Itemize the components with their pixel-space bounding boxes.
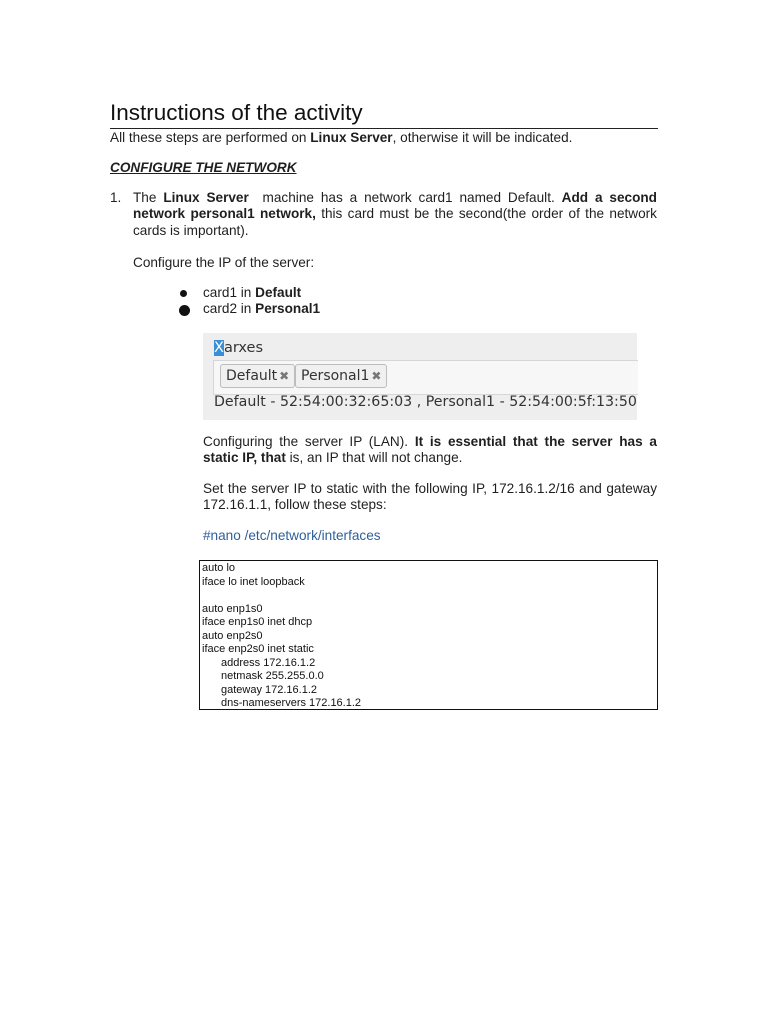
step-number: 1.	[110, 190, 122, 205]
page-title: Instructions of the activity	[110, 99, 658, 129]
list-item: card1 in Default	[180, 285, 320, 301]
code-line: auto lo	[202, 562, 236, 574]
step-1-text: The Linux Server machine has a network card1 named Default. Add a second network personal1 network, this card must be the second(the order of the network cards is important).	[133, 190, 657, 238]
tag-personal1[interactable]: Personal1 ✖	[295, 364, 387, 388]
network-summary: Default - 52:54:00:32:65:03 , Personal1 - 52:54:00:5f:13:50	[214, 394, 637, 410]
intro-paragraph: All these steps are performed on Linux Server, otherwise it will be indicated.	[110, 130, 573, 145]
code-line: iface enp2s0 inet static	[202, 643, 314, 655]
tag-default[interactable]: Default ✖	[220, 364, 295, 388]
code-line: iface enp1s0 inet dhcp	[202, 616, 313, 628]
static-ip-paragraph: Set the server IP to static with the following IP, 172.16.1.2/16 and gateway 172.16.1.1, follow these steps:	[203, 481, 657, 513]
code-line: auto enp1s0	[202, 602, 263, 615]
configure-ip-text: Configure the IP of the server:	[133, 255, 315, 270]
remove-icon[interactable]: ✖	[279, 369, 290, 383]
networks-label: Xarxes	[214, 340, 264, 356]
network-screenshot	[203, 333, 637, 420]
code-line	[202, 589, 655, 603]
code-block	[199, 560, 658, 710]
bullet-icon	[179, 305, 190, 316]
code-line: gateway 172.16.1.2	[221, 683, 318, 696]
remove-icon[interactable]: ✖	[371, 369, 382, 383]
bullet-icon	[180, 290, 187, 297]
list-item: card2 in Personal1	[180, 301, 320, 317]
code-line: address 172.16.1.2	[221, 656, 316, 669]
code-line: auto enp2s0	[202, 629, 263, 642]
card-list	[180, 285, 320, 318]
command-text: #nano /etc/network/interfaces	[203, 528, 381, 543]
config-paragraph: Configuring the server IP (LAN). It is essential that the server has a static IP, that is, an IP that will not change.	[203, 434, 657, 466]
code-line: netmask 255.255.0.0	[221, 670, 324, 682]
code-line: iface lo inet loopback	[202, 575, 305, 588]
section-heading: CONFIGURE THE NETWORK	[110, 160, 297, 175]
code-line: dns-nameservers 172.16.1.2	[221, 697, 362, 709]
network-tag-input[interactable]	[213, 360, 638, 395]
